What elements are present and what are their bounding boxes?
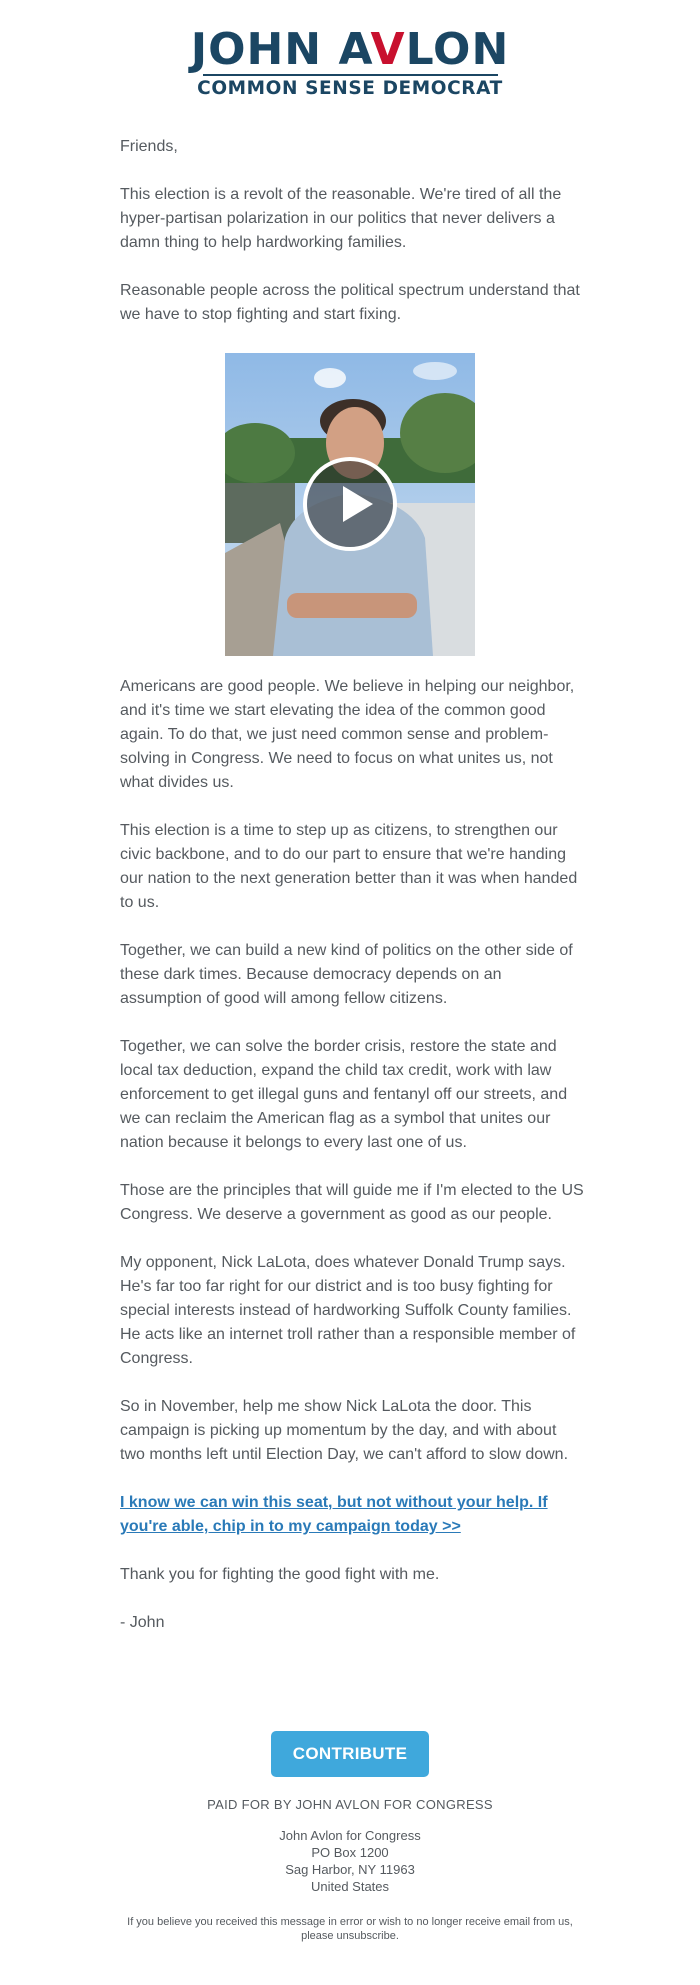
donate-link[interactable]: I know we can win this seat, but not without your help. If you're able, chip in to my campaign today >> bbox=[120, 1494, 548, 1535]
paragraph-2: Reasonable people across the political spectrum understand that we have to stop fighting and start fixing. bbox=[120, 282, 580, 323]
address-org: John Avlon for Congress bbox=[279, 1828, 421, 1843]
paragraph-5: Together, we can build a new kind of politics on the other side of these dark times. Because democracy depends on an assumption of good will among fellow citizens. bbox=[120, 942, 573, 1007]
greeting: Friends, bbox=[120, 138, 178, 155]
contribute-button[interactable]: CONTRIBUTE bbox=[271, 1731, 429, 1777]
signature: - John bbox=[120, 1614, 165, 1631]
logo-name bbox=[190, 24, 510, 75]
campaign-logo bbox=[0, 24, 700, 99]
paragraph-3: Americans are good people. We believe in helping our neighbor, and it's time we start elevating the idea of the common good again. To do that, we just need common sense and problem-solving in Congress. We need to focus on what unites us, not what divides us. bbox=[120, 678, 575, 791]
paragraph-7: Those are the principles that will guide me if I'm elected to the US Congress. We deserve a government as good as our people. bbox=[120, 1182, 584, 1223]
address-city: Sag Harbor, NY 11963 bbox=[285, 1862, 415, 1877]
paragraph-1: This election is a revolt of the reasonable. We're tired of all the hyper-partisan polarization in our politics that never delivers a damn thing to help hardworking families. bbox=[120, 186, 562, 251]
play-button[interactable] bbox=[303, 457, 397, 551]
logo-name-part1: JOHN A bbox=[190, 24, 371, 75]
letter-intro bbox=[120, 135, 585, 351]
paragraph-8: My opponent, Nick LaLota, does whatever Donald Trump says. He's far too far right for our district and is too busy fighting for special interests instead of hardworking Suffolk County families. He acts like an internet troll rather than a responsible member of Congress. bbox=[120, 1254, 576, 1367]
closing-thanks: Thank you for fighting the good fight with me. bbox=[120, 1566, 440, 1583]
mailing-address bbox=[0, 1827, 700, 1895]
play-icon bbox=[343, 486, 373, 522]
paragraph-9: So in November, help me show Nick LaLota the door. This campaign is picking up momentum by the day, and with about two months left until Election Day, we can't afford to slow down. bbox=[120, 1398, 569, 1463]
paid-for-disclaimer: PAID FOR BY JOHN AVLON FOR CONGRESS bbox=[207, 1797, 493, 1812]
address-po-box: PO Box 1200 bbox=[311, 1845, 389, 1860]
paragraph-4: This election is a time to step up as citizens, to strengthen our civic backbone, and to do our part to ensure that we're handing our nation to the next generation better than it was when handed to us. bbox=[120, 822, 578, 911]
logo-subtitle: COMMON SENSE DEMOCRAT bbox=[197, 78, 503, 99]
logo-name-part2: LON bbox=[405, 24, 510, 75]
address-country: United States bbox=[310, 1879, 390, 1894]
letter-body bbox=[120, 675, 585, 1659]
video-thumbnail[interactable] bbox=[225, 353, 475, 656]
paragraph-6: Together, we can solve the border crisis, restore the state and local tax deduction, expand the child tax credit, work with law enforcement to get illegal guns and fentanyl off our streets, and we can reclaim the American flag as a symbol that unites our nation because it belongs to every last one of us. bbox=[120, 1038, 568, 1151]
logo-name-v: V bbox=[370, 24, 406, 75]
unsubscribe-notice[interactable]: If you believe you received this message in error or wish to no longer receive email from us, please unsubscribe. bbox=[127, 1916, 573, 1942]
